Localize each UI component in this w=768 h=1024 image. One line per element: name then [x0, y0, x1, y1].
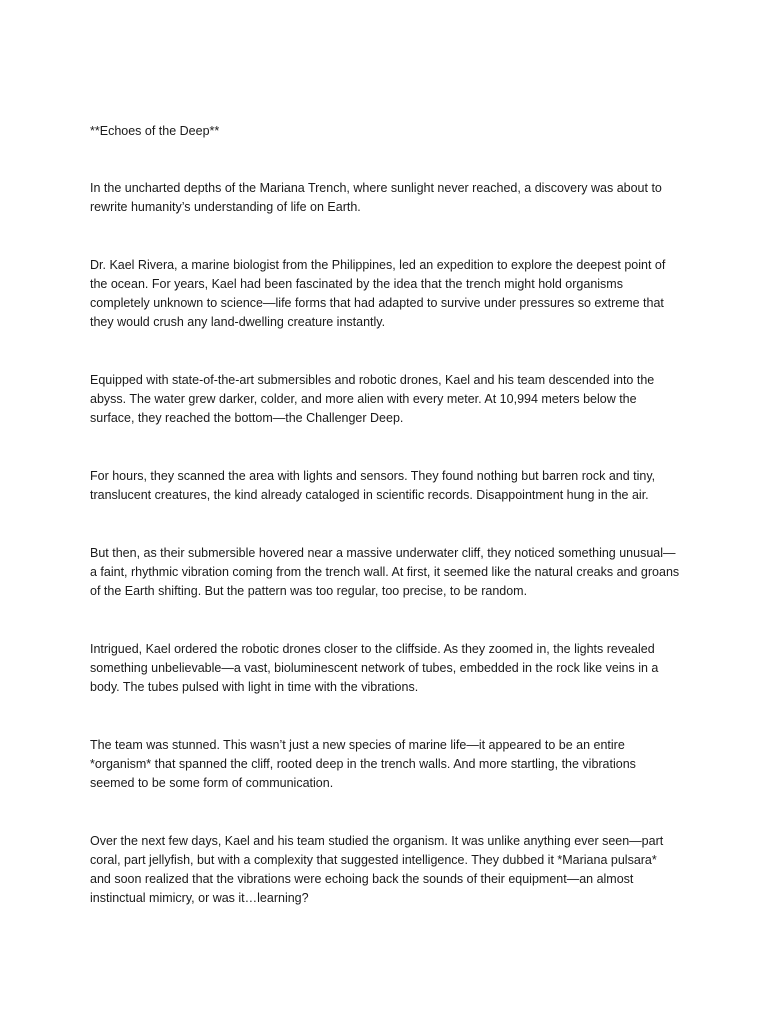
- paragraph-1: In the uncharted depths of the Mariana Trench, where sunlight never reached, a discovery was about to rewrite humanity’s understanding of life on Earth.: [90, 181, 662, 214]
- paragraph-6: Intrigued, Kael ordered the robotic drones closer to the cliffside. As they zoomed in, the lights revealed something unbelievable—a vast, bioluminescent network of tubes, embedded in the rock like veins in a body. The tubes pulsed with light in time with the vibrations.: [90, 642, 659, 694]
- paragraph-4: For hours, they scanned the area with lights and sensors. They found nothing but barren rock and tiny, translucent creatures, the kind already cataloged in scientific records. Disappointment hung in the air.: [90, 469, 656, 502]
- paragraph-5: But then, as their submersible hovered near a massive underwater cliff, they noticed something unusual—a faint, rhythmic vibration coming from the trench wall. At first, it seemed like the natural creaks and groans of the Earth shifting. But the pattern was too regular, too precise, to be random.: [90, 546, 680, 598]
- paragraph-3: Equipped with state-of-the-art submersibles and robotic drones, Kael and his team descended into the abyss. The water grew darker, colder, and more alien with every meter. At 10,994 meters below the surface, they reached the bottom—the Challenger Deep.: [90, 373, 655, 425]
- paragraph-8: Over the next few days, Kael and his team studied the organism. It was unlike anything ever seen—part coral, part jellyfish, but with a complexity that suggested intelligence. They dubbed it *Mariana pulsara* and soon realized that the vibrations were echoing back the sounds of their equipment—an almost instinctual mimicry, or was it…learning?: [90, 834, 664, 905]
- document-title: **Echoes of the Deep**: [90, 124, 220, 138]
- paragraph-7: The team was stunned. This wasn’t just a new species of marine life—it appeared to be an entire *organism* that spanned the cliff, rooted deep in the trench walls. And more startling, the vibrations seemed to be some form of communication.: [90, 738, 636, 790]
- paragraph-2: Dr. Kael Rivera, a marine biologist from the Philippines, led an expedition to explore the deepest point of the ocean. For years, Kael had been fascinated by the idea that the trench might hold organisms completely unknown to science—life forms that had adapted to survive under pressures so extreme that they would crush any land-dwelling creature instantly.: [90, 258, 666, 329]
